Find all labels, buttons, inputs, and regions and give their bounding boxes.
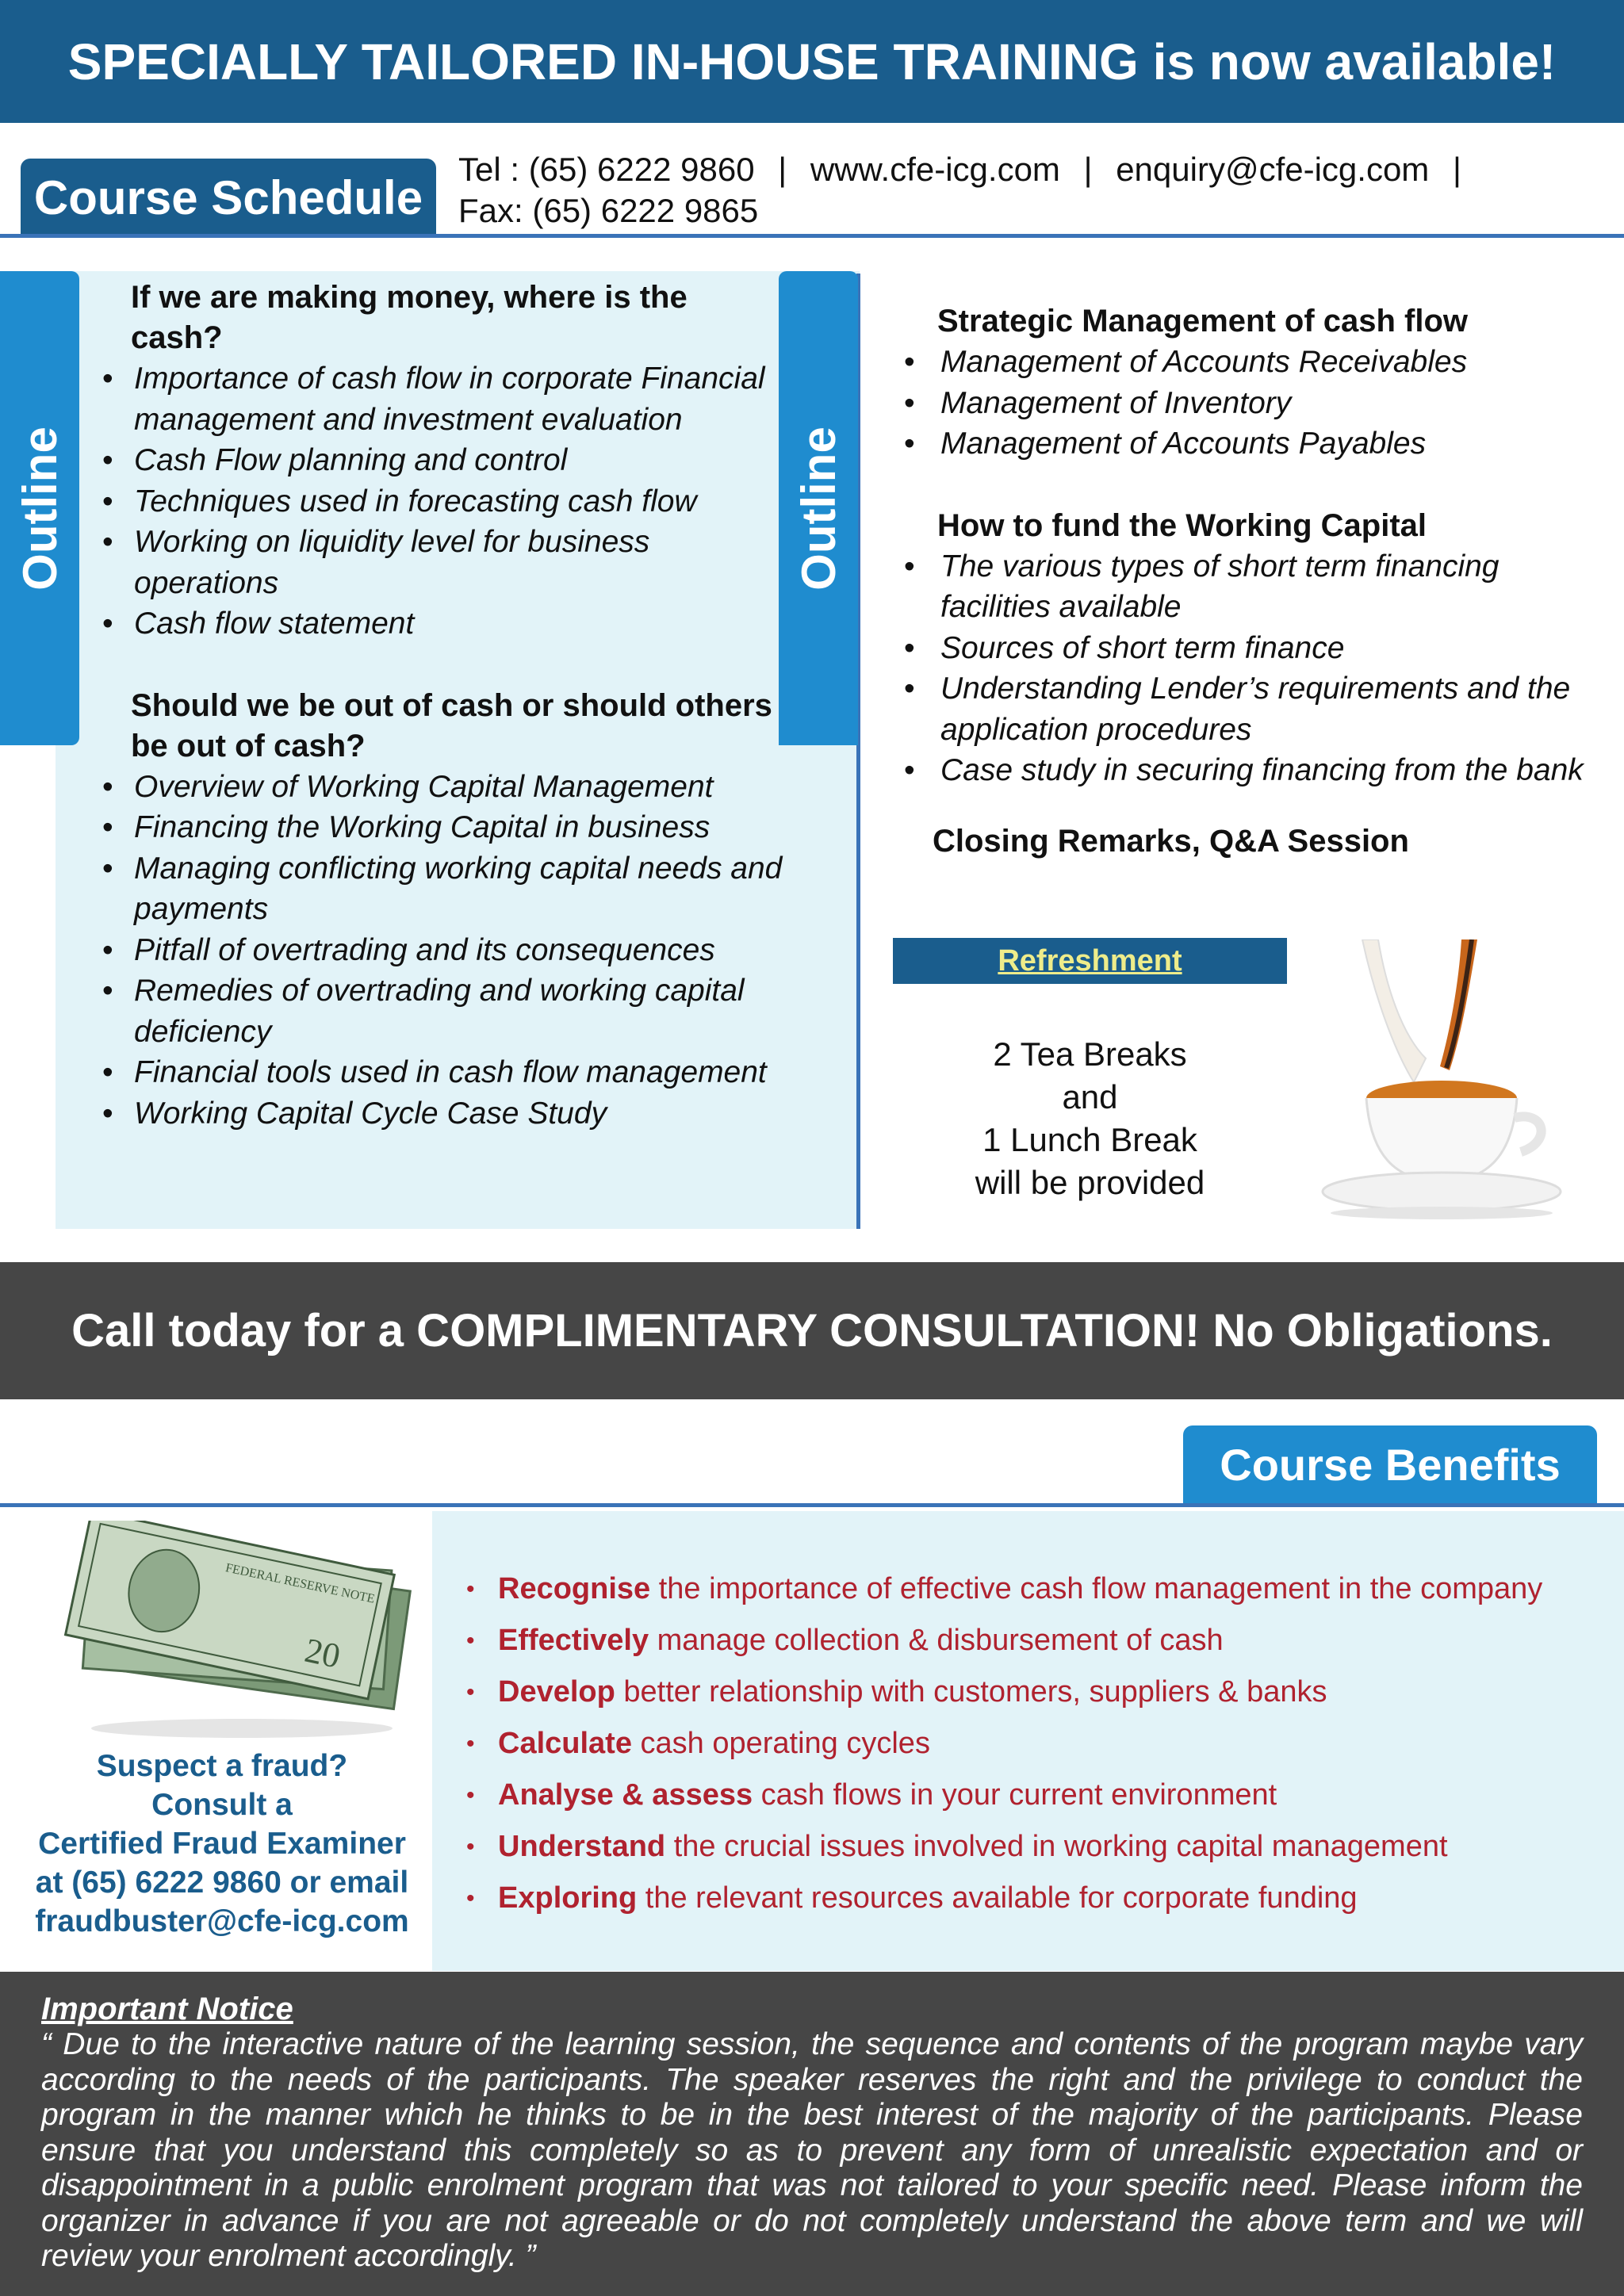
notice-body: “ Due to the interactive nature of the learning session, the sequence and contents of the program maybe vary according to the needs of the participants. The speaker reserves the right and the privilege to conduct the program in the manner which he thinks to be in the best interest of the majority of the participants. Please ensure that you understand this completely so as to prevent any form of unrealistic expectation and or disappointment in a public enrolment program that was not tailored to your specific need. Please inform the organizer in advance if you are not agreeable or do not completely understand the above term and we will review your enrolment accordingly. ” (41, 2027, 1583, 2273)
bullet-list (102, 358, 784, 645)
fraud-email-link[interactable]: fraudbuster@cfe-icg.com (35, 1904, 409, 1938)
outline-column-right (904, 301, 1602, 862)
list-item: • Management of Inventory (904, 385, 1292, 420)
list-item: • Pitfall of overtrading and its consequences (102, 932, 715, 967)
refreshment-label: Refreshment (998, 943, 1182, 978)
notice-title: Important Notice (41, 1992, 293, 2026)
section-heading: If we are making money, where is the cash? (131, 280, 688, 355)
svg-text:FEDERAL RESERVE NOTE: FEDERAL RESERVE NOTE (224, 1561, 376, 1606)
refreshment-header (893, 938, 1287, 984)
list-item: • Effectively manage collection & disbursement of cash (466, 1624, 1224, 1657)
closing-remarks: Closing Remarks, Q&A Session (933, 823, 1409, 859)
separator: | (778, 151, 787, 188)
outline-tab-label: Outline (13, 426, 67, 591)
list-item: • Understanding Lender’s requirements and the application procedures (904, 672, 1571, 747)
list-item: • Sources of short term finance (904, 630, 1345, 665)
fraud-line: Suspect a fraud? (96, 1749, 348, 1783)
list-item: • Develop better relationship with customers, suppliers & banks (466, 1675, 1327, 1709)
section-heading: Should we be out of cash or should others be out of cash? (131, 687, 772, 763)
list-item: • Cash Flow planning and control (102, 443, 568, 477)
separator: | (1452, 151, 1461, 188)
important-notice (0, 1972, 1624, 2296)
refreshment-line: will be provided (975, 1164, 1205, 1201)
svg-text:20: 20 (301, 1630, 344, 1676)
list-item: • Case study in securing financing from the bank (904, 753, 1584, 787)
dollar-bills-icon (54, 1521, 430, 1744)
bullet-list (102, 767, 784, 1135)
outline-tab-left (0, 271, 79, 745)
refreshment-details (893, 1033, 1287, 1204)
fraud-contact (14, 1747, 430, 1941)
fax-text: Fax: (65) 6222 9865 (458, 192, 759, 229)
list-item: • Working on liquidity level for business operations (102, 525, 650, 600)
outline-column-left (102, 277, 784, 1134)
course-benefits-label: Course Benefits (1220, 1439, 1561, 1490)
bullet-list (904, 342, 1602, 465)
section-heading: How to fund the Working Capital (937, 507, 1427, 543)
money-image (54, 1521, 430, 1744)
list-item: • Exploring the relevant resources available for corporate funding (466, 1881, 1358, 1915)
refreshment-line: and (1062, 1078, 1118, 1115)
list-item: • Recognise the importance of effective cash flow management in the company (466, 1572, 1543, 1605)
divider (0, 234, 1624, 238)
section-heading: Strategic Management of cash flow (937, 304, 1469, 339)
list-item: • The various types of short term financing facilities available (904, 549, 1500, 624)
list-item: • Managing conflicting working capital needs and payments (102, 851, 783, 926)
list-item: • Financing the Working Capital in business (102, 810, 710, 844)
refreshment-line: 2 Tea Breaks (993, 1035, 1187, 1073)
bullet-list (904, 546, 1602, 791)
tel-text: Tel : (65) 6222 9860 (458, 151, 755, 188)
list-item: • Techniques used in forecasting cash flow (102, 484, 697, 519)
outline-tab-right (779, 271, 858, 745)
list-item: • Management of Accounts Payables (904, 427, 1427, 461)
coffee-cup-image (1307, 939, 1576, 1233)
benefits-list (466, 1563, 1616, 1924)
top-banner (0, 0, 1624, 123)
cta-text: Call today for a COMPLIMENTARY CONSULTATION! No Obligations. (71, 1305, 1553, 1357)
website-link[interactable]: www.cfe-icg.com (810, 151, 1060, 188)
coffee-cup-icon (1307, 939, 1576, 1233)
separator: | (1083, 151, 1093, 188)
outline-tab-label: Outline (791, 426, 845, 591)
list-item: • Understand the crucial issues involved in working capital management (466, 1830, 1448, 1863)
course-schedule-label: Course Schedule (33, 170, 423, 224)
fraud-line: at (65) 6222 9860 or email (35, 1866, 409, 1900)
list-item: • Management of Accounts Receivables (904, 345, 1468, 379)
fraud-line: Certified Fraud Examiner (38, 1827, 406, 1861)
list-item: • Working Capital Cycle Case Study (102, 1096, 607, 1131)
list-item: • Financial tools used in cash flow management (102, 1055, 767, 1089)
course-benefits-tab (1183, 1425, 1597, 1503)
course-schedule-tab (21, 159, 436, 236)
cta-banner (0, 1262, 1624, 1399)
list-item: • Remedies of overtrading and working capital deficiency (102, 974, 745, 1049)
list-item: • Cash flow statement (102, 607, 415, 641)
refreshment-line: 1 Lunch Break (982, 1121, 1197, 1158)
fraud-line: Consult a (151, 1788, 293, 1822)
list-item: • Calculate cash operating cycles (466, 1727, 930, 1760)
list-item: • Analyse & assess cash flows in your current environment (466, 1778, 1277, 1812)
divider (0, 1503, 1624, 1507)
banner-headline: SPECIALLY TAILORED IN-HOUSE TRAINING is now available! (67, 33, 1557, 90)
list-item: • Overview of Working Capital Management (102, 769, 714, 804)
email-link[interactable]: enquiry@cfe-icg.com (1116, 151, 1430, 188)
list-item: • Importance of cash flow in corporate Financial management and investment evaluation (102, 362, 765, 437)
contact-info (458, 149, 1616, 232)
